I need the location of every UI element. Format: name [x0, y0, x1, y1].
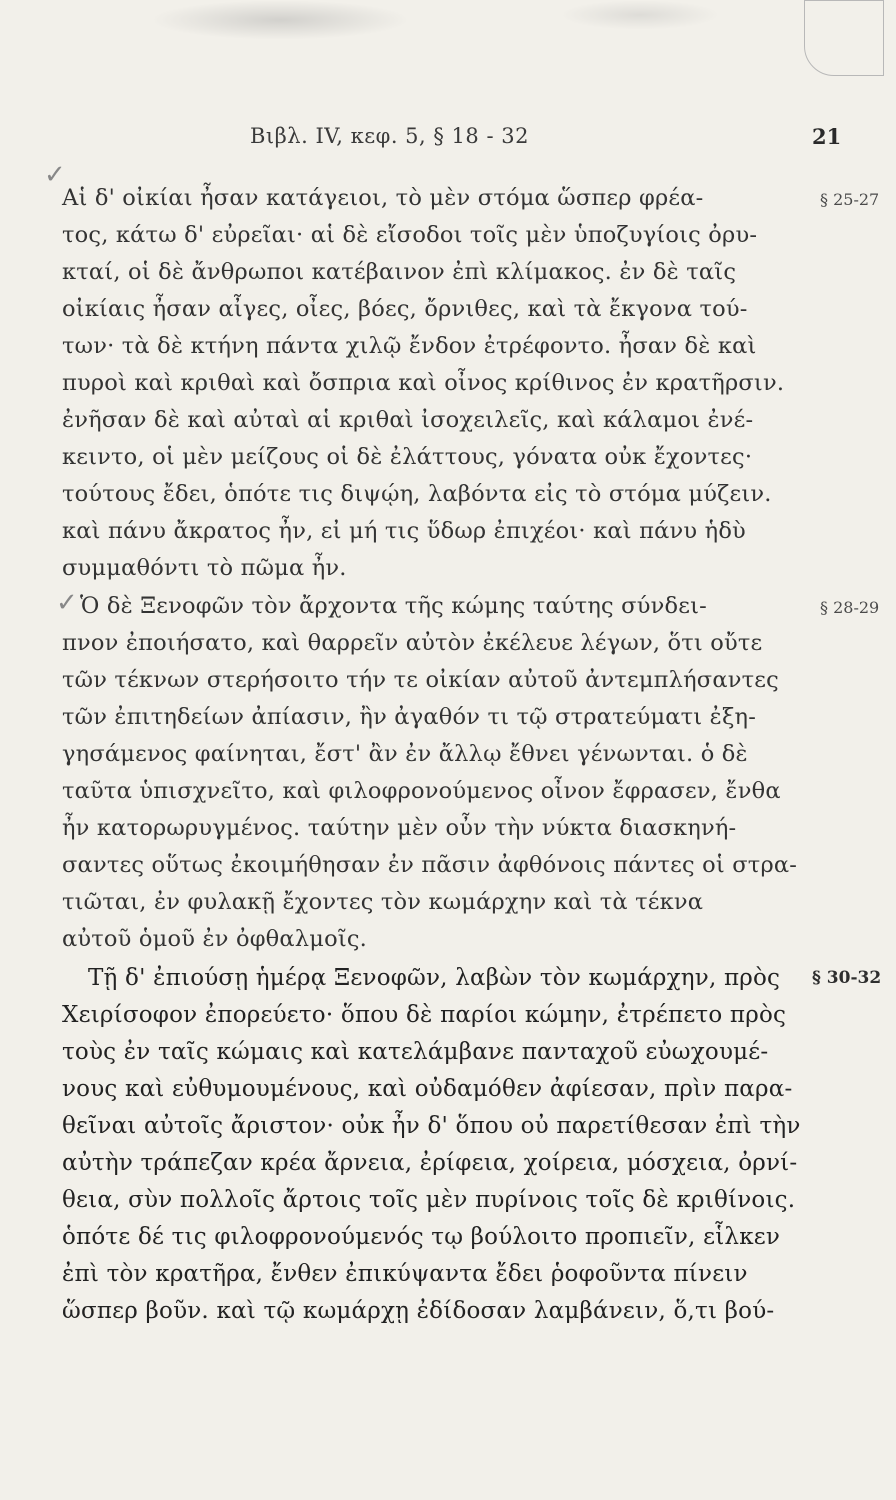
text-line: κειντο, οἱ μὲν μείζους οἱ δὲ ἐλάττους, γόνατα οὐκ ἔχοντες· [62, 444, 753, 470]
text-line: τούτους ἔδει, ὁπότε τις διψῴη, λαβόντα εἰς τὸ στόμα μύζειν. [62, 481, 772, 507]
text-line: τος, κάτω δ' εὐρεῖαι· αἱ δὲ εἴσοδοι τοῖς μὲν ὑποζυγίοις ὀρυ- [62, 222, 758, 248]
text-line: ὥσπερ βοῦν. καὶ τῷ κωμάρχῃ ἐδίδοσαν λαμβάνειν, ὅ,τι βού- [62, 1298, 775, 1324]
text-line: ἐπὶ τὸν κρατῆρα, ἔνθεν ἐπικύψαντα ἔδει ῥοφοῦντα πίνειν [62, 1261, 748, 1287]
text-line: αὐτοῦ ὁμοῦ ἐν ὀφθαλμοῖς. [62, 926, 367, 952]
text-line: θεια, σὺν πολλοῖς ἄρτοις τοῖς μὲν πυρίνοις τοῖς δὲ κριθίνοις. [62, 1187, 796, 1213]
text-line: θεῖναι αὐτοῖς ἄριστον· οὐκ ἦν δ' ὅπου οὐ παρετίθεσαν ἐπὶ τὴν [62, 1113, 801, 1139]
running-head: Βιβλ. IV, κεφ. 5, § 18 - 32 [250, 124, 529, 148]
text-line: σαντες οὕτως ἐκοιμήθησαν ἐν πᾶσιν ἀφθόνοις πάντες οἱ στρα- [62, 852, 798, 878]
text-line: Χειρίσοφον ἐπορεύετο· ὅπου δὲ παρίοι κώμην, ἐτρέπετο πρὸς [62, 1002, 787, 1028]
pencil-checkmark: ✓ [44, 160, 66, 190]
text-line: πνον ἐποιήσατο, καὶ θαρρεῖν αὐτὸν ἐκέλευε λέγων, ὅτι οὔτε [62, 630, 763, 656]
library-stamp [804, 0, 884, 76]
text-line: νους καὶ εὐθυμουμένους, καὶ οὐδαμόθεν ἀφίεσαν, πρὶν παρα- [62, 1076, 793, 1102]
text-line: τῶν ἐπιτηδείων ἀπίασιν, ἢν ἀγαθόν τι τῷ στρατεύματι ἐξη- [62, 704, 757, 730]
text-line: αὐτὴν τράπεζαν κρέα ἄρνεια, ἐρίφεια, χοίρεια, μόσχεια, ὀρνί- [62, 1150, 798, 1176]
text-line: ταῦτα ὑπισχνεῖτο, καὶ φιλοφρονούμενος οἶνον ἔφρασεν, ἔνθα [62, 778, 781, 804]
text-line: Αἱ δ' οἰκίαι ἦσαν κατάγειοι, τὸ μὲν στόμα ὥσπερ φρέα- [62, 185, 704, 211]
text-line: πυροὶ καὶ κριθαὶ καὶ ὄσπρια καὶ οἶνος κρίθινος ἐν κρατῆρσιν. [62, 370, 785, 396]
page-number: 21 [812, 124, 842, 149]
text-line: κταί, οἱ δὲ ἄνθρωποι κατέβαινον ἐπὶ κλίμακος. ἐν δὲ ταῖς [62, 259, 737, 285]
margin-note: § 30-32 [812, 968, 882, 988]
text-line: ἐνῆσαν δὲ καὶ αὐταὶ αἱ κριθαὶ ἰσοχειλεῖς, καὶ κάλαμοι ἐνέ- [62, 407, 754, 433]
page-header [0, 124, 896, 158]
text-line: συμμαθόντι τὸ πῶμα ἦν. [62, 555, 347, 581]
text-line: ὁπότε δέ τις φιλοφρονούμενός τῳ βούλοιτο προπιεῖν, εἷλκεν [62, 1224, 781, 1250]
text-line: των· τὰ δὲ κτήνη πάντα χιλῷ ἔνδον ἐτρέφοντο. ἦσαν δὲ καὶ [62, 333, 757, 359]
pencil-smudge [150, 0, 410, 40]
text-line: οἰκίαις ἦσαν αἶγες, οἶες, βόες, ὄρνιθες, καὶ τὰ ἔκγονα τού- [62, 296, 748, 322]
text-line: Ὁ δὲ Ξενοφῶν τὸν ἄρχοντα τῆς κώμης ταύτης σύνδει- [80, 593, 707, 619]
text-line: τῶν τέκνων στερήσοιτο τήν τε οἰκίαν αὐτοῦ ἀντεμπλήσαντες [62, 667, 779, 693]
text-line: τιῶται, ἐν φυλακῇ ἔχοντες τὸν κωμάρχην καὶ τὰ τέκνα [62, 889, 704, 915]
margin-note: § 25-27 [820, 190, 880, 209]
text-line: τοὺς ἐν ταῖς κώμαις καὶ κατελάμβανε πανταχοῦ εὐωχουμέ- [62, 1039, 769, 1065]
text-line: γησάμενος φαίνηται, ἔστ' ἂν ἐν ἄλλῳ ἔθνει γένωνται. ὁ δὲ [62, 741, 748, 767]
margin-note: § 28-29 [820, 598, 880, 617]
text-line: ἦν κατορωρυγμένος. ταύτην μὲν οὖν τὴν νύκτα διασκηνή- [62, 815, 737, 841]
pencil-smudge [560, 0, 720, 30]
pencil-checkmark: ✓ [56, 588, 78, 618]
text-line: Τῇ δ' ἐπιούσῃ ἡμέρᾳ Ξενοφῶν, λαβὼν τὸν κωμάρχην, πρὸς [88, 965, 781, 991]
text-line: καὶ πάνυ ἄκρατος ἦν, εἰ μή τις ὕδωρ ἐπιχέοι· καὶ πάνυ ἡδὺ [62, 518, 746, 544]
